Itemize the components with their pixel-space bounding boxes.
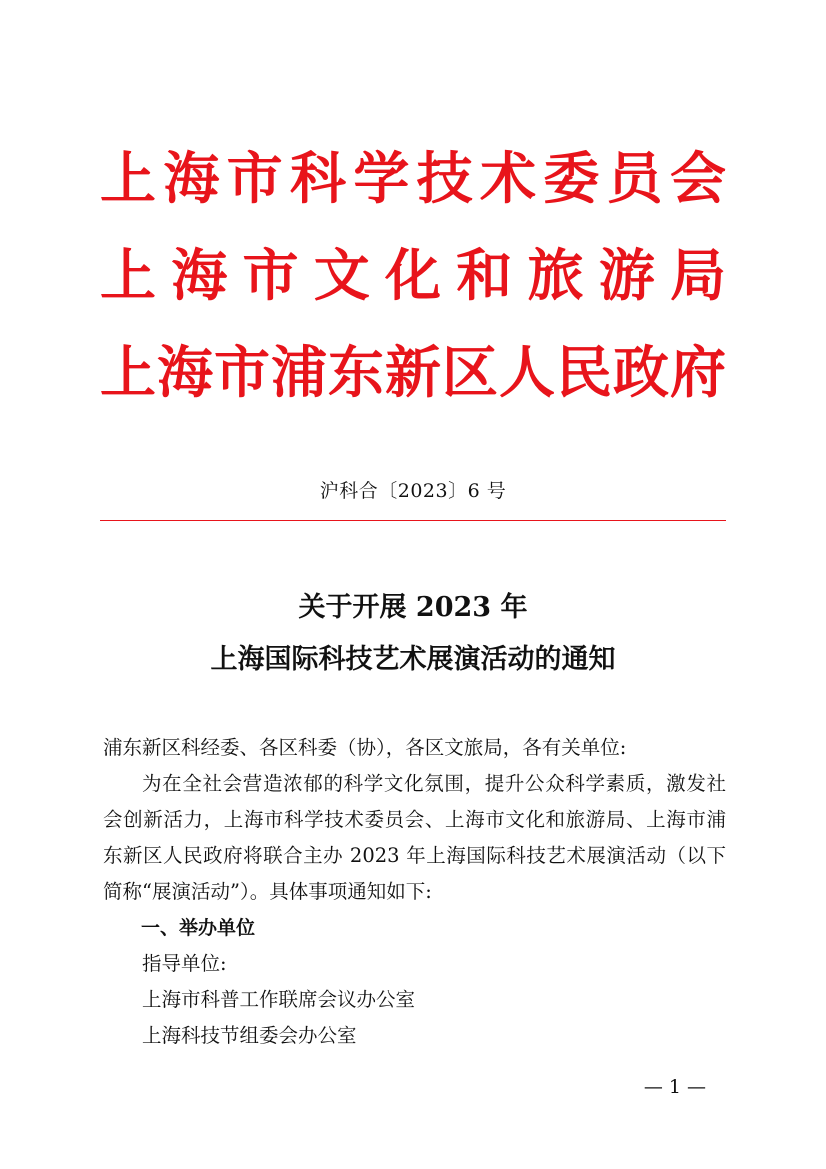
issuer-char: 文 <box>313 244 370 309</box>
title-line-1: 关于开展 2023 年 <box>298 592 528 623</box>
intro-paragraph: 为在全社会营造浓郁的科学文化氛围，提升公众科学素质，激发社会创新活力，上海市科学技术委员会、上海市文化和旅游局、上海市浦东新区人民政府将联合主办 2023 年上海国际科技艺术展演活动（以下简称“展演活动”）。具体事项通知如下: <box>103 772 726 903</box>
page-number: — 1 — <box>643 1076 706 1098</box>
issuer-char: 上 <box>100 147 156 212</box>
issuer-char: 海 <box>163 147 220 212</box>
issuer-char: 员 <box>606 147 663 212</box>
issuer-char: 和 <box>456 244 513 309</box>
issuer-char: 化 <box>385 244 441 309</box>
issuer-char: 府 <box>670 341 726 406</box>
title-line-2: 上海国际科技艺术展演活动的通知 <box>210 644 616 675</box>
issuer-char: 海 <box>171 244 228 309</box>
issuer-char: 新 <box>385 341 441 406</box>
guidance-unit-2: 上海科技节组委会办公室 <box>142 1024 357 1047</box>
issuer-line-2 <box>100 237 726 317</box>
issuer-char: 民 <box>556 341 612 406</box>
issuer-char: 旅 <box>527 244 584 309</box>
document-title <box>0 582 826 686</box>
issuer-line-1 <box>100 140 726 220</box>
issuer-char: 会 <box>669 147 726 212</box>
issuer-char: 东 <box>328 341 384 406</box>
issuer-char: 技 <box>416 147 473 212</box>
issuer-line-3 <box>100 334 726 414</box>
issuer-char: 游 <box>598 244 655 309</box>
issuer-char: 上 <box>100 244 156 309</box>
issuer-char: 市 <box>214 341 270 406</box>
issuer-char: 区 <box>442 341 498 406</box>
document-number: 沪科合〔2023〕6 号 <box>319 480 507 502</box>
issuer-char: 市 <box>242 244 299 309</box>
document-body <box>103 730 726 1054</box>
issuer-char: 浦 <box>271 341 327 406</box>
red-divider-line <box>100 520 726 521</box>
issuer-char: 人 <box>499 341 555 406</box>
guidance-units-label: 指导单位: <box>142 952 227 975</box>
issuing-authorities <box>100 140 726 431</box>
issuer-char: 政 <box>613 341 669 406</box>
issuer-char: 科 <box>289 147 346 212</box>
issuer-char: 局 <box>670 244 726 309</box>
issuer-char: 委 <box>543 147 600 212</box>
guidance-unit-1: 上海市科普工作联席会议办公室 <box>142 988 416 1011</box>
issuer-char: 上 <box>100 341 156 406</box>
salutation: 浦东新区科经委、各区科委（协），各区文旅局，各有关单位: <box>103 736 627 759</box>
issuer-char: 学 <box>353 147 410 212</box>
issuer-char: 市 <box>226 147 283 212</box>
section-heading-organizers: 一、举办单位 <box>141 917 256 939</box>
issuer-char: 术 <box>479 147 536 212</box>
issuer-char: 海 <box>157 341 213 406</box>
